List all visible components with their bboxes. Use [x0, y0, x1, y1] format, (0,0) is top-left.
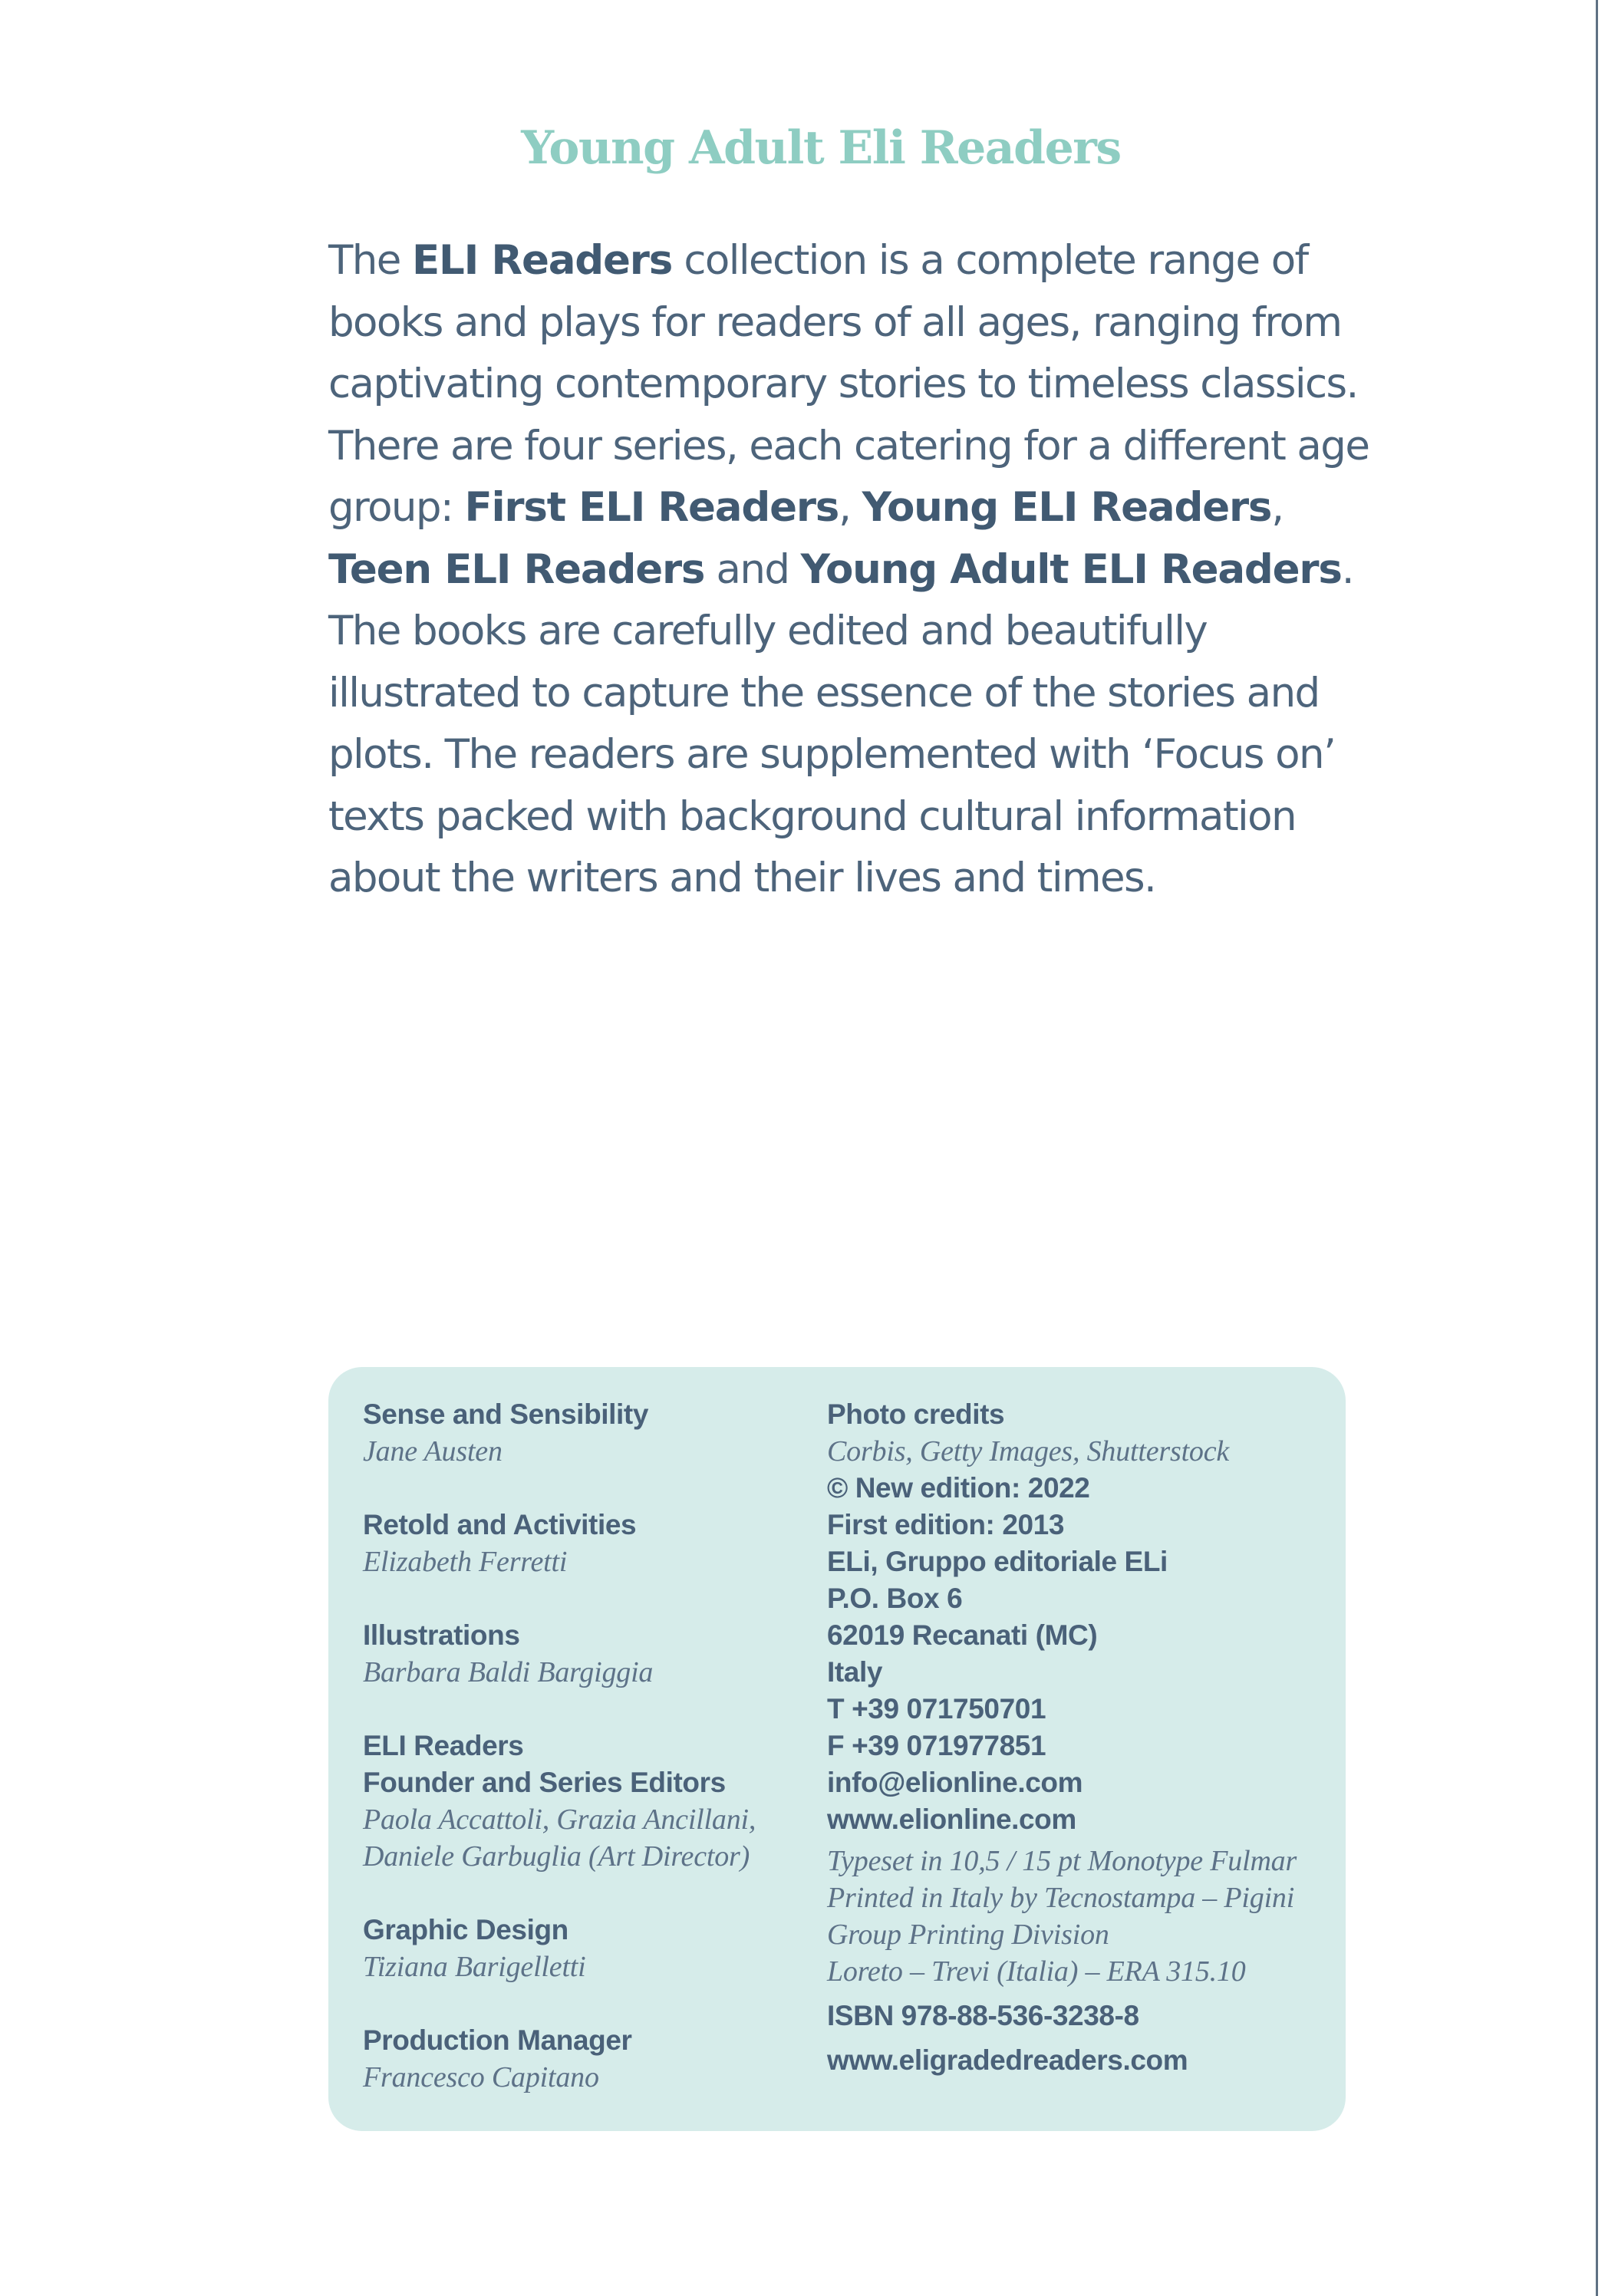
intro-line: group: First ELI Readers, Young ELI Readers,: [328, 484, 1284, 531]
series-teen: Teen ELI Readers: [328, 545, 705, 593]
intro-line: Teen ELI Readers and Young Adult ELI Readers.: [328, 545, 1353, 593]
retold-name: Elizabeth Ferretti: [363, 1546, 568, 1578]
eli-readers-label: ELI Readers: [363, 1730, 524, 1761]
production-manager-label: Production Manager: [363, 2024, 632, 2056]
illustrations-label: Illustrations: [363, 1619, 520, 1651]
intro-line: texts packed with background cultural information: [328, 792, 1296, 840]
isbn: ISBN 978-88-536-3238-8: [827, 2000, 1139, 2031]
book-title: Sense and Sensibility: [363, 1398, 649, 1430]
founders-label: Founder and Series Editors: [363, 1767, 726, 1798]
series-first: First ELI Readers: [464, 484, 839, 531]
photo-credits-names: Corbis, Getty Images, Shutterstock: [827, 1435, 1230, 1468]
page-title: Young Adult Eli Readers: [521, 121, 1121, 175]
website: www.elionline.com: [827, 1804, 1076, 1835]
production-manager-name: Francesco Capitano: [363, 2061, 599, 2093]
illustrations-name: Barbara Baldi Bargiggia: [363, 1656, 654, 1688]
publisher-name: ELi, Gruppo editoriale ELi: [827, 1546, 1168, 1577]
intro-line: The books are carefully edited and beautifully: [328, 608, 1208, 654]
phone: T +39 071750701: [827, 1693, 1046, 1724]
credits-right-column: [827, 1396, 1333, 2079]
page-edge-line: [1596, 0, 1598, 2296]
printer-info: Printed in Italy by Tecnostampa – Pigini: [827, 1882, 1295, 1914]
intro-line: plots. The readers are supplemented with ‘Focus on’: [328, 731, 1336, 778]
founders-names: Paola Accattoli, Grazia Ancillani,: [363, 1804, 756, 1836]
eli-readers-emphasis: ELI Readers: [412, 237, 673, 284]
graphic-design-name: Tiziana Barigelletti: [363, 1951, 586, 1983]
credits-box: [328, 1367, 1346, 2131]
intro-paragraph: [328, 230, 1369, 910]
series-young: Young ELI Readers: [862, 484, 1272, 531]
graded-readers-website: www.eligradedreaders.com: [827, 2044, 1188, 2076]
intro-line: captivating contemporary stories to timeless classics.: [328, 361, 1358, 407]
printer-info: Group Printing Division: [827, 1919, 1109, 1951]
intro-line: The ELI Readers collection is a complete range of: [328, 237, 1308, 284]
founders-names: Daniele Garbuglia (Art Director): [363, 1840, 750, 1873]
city: 62019 Recanati (MC): [827, 1619, 1098, 1651]
email: info@elionline.com: [827, 1767, 1083, 1798]
intro-line: illustrated to capture the essence of the stories and: [328, 669, 1320, 716]
typeset-info: Typeset in 10,5 / 15 pt Monotype Fulmar: [827, 1845, 1297, 1877]
first-edition: First edition: 2013: [827, 1509, 1065, 1540]
credits-left-column: [363, 1396, 808, 2096]
photo-credits-label: Photo credits: [827, 1398, 1005, 1430]
graphic-design-label: Graphic Design: [363, 1914, 568, 1945]
po-box: P.O. Box 6: [827, 1583, 963, 1614]
intro-line: There are four series, each catering for a different age: [328, 422, 1369, 469]
intro-line: about the writers and their lives and times.: [328, 855, 1156, 901]
country: Italy: [827, 1656, 883, 1688]
series-young-adult: Young Adult ELI Readers: [800, 545, 1342, 593]
intro-line: books and plays for readers of all ages, ranging from: [328, 298, 1342, 346]
book-author: Jane Austen: [363, 1435, 503, 1468]
retold-label: Retold and Activities: [363, 1509, 637, 1540]
printer-info: Loreto – Trevi (Italia) – ERA 315.10: [827, 1955, 1246, 1988]
fax: F +39 071977851: [827, 1730, 1046, 1761]
new-edition: © New edition: 2022: [827, 1472, 1090, 1504]
